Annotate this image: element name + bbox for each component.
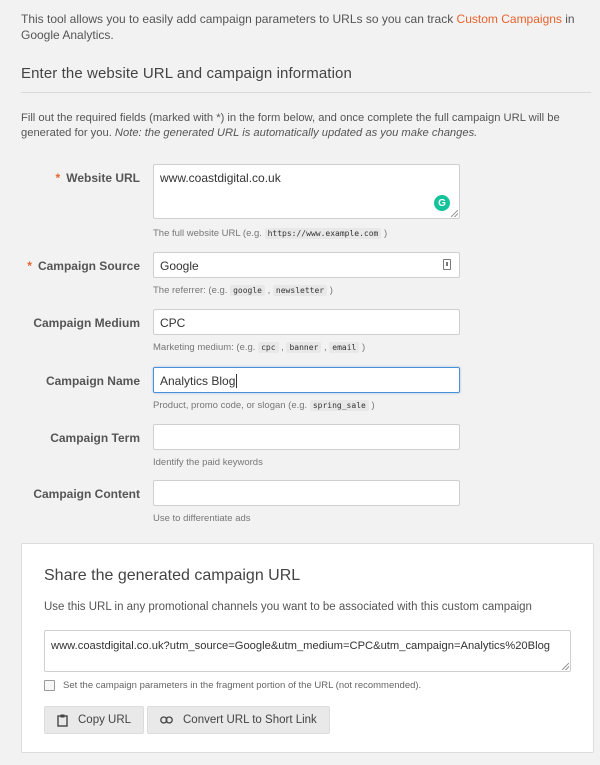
instructions-text: Fill out the required fields (marked with *) in the form below, and once complete the full campaign URL will be generated for you. [21, 112, 560, 139]
help-separator: , [278, 342, 287, 353]
campaign-medium-input[interactable] [153, 309, 460, 335]
intro-text-before: This tool allows you to easily add campaign parameters to URLs so you can track [21, 12, 457, 26]
custom-campaigns-link[interactable]: Custom Campaigns [456, 12, 562, 26]
fragment-checkbox-label[interactable]: Set the campaign parameters in the fragment portion of the URL (not recommended). [63, 680, 422, 691]
intro-text [21, 11, 591, 43]
website-url-help-text: The full website URL (e.g. [153, 228, 265, 239]
resize-handle-icon[interactable] [562, 663, 569, 670]
website-url-help-end: ) [381, 228, 388, 239]
campaign-name-help-example: spring_sale [310, 400, 369, 411]
campaign-name-help-text: Product, promo code, or slogan (e.g. [153, 400, 310, 411]
campaign-term-label: Campaign Term [50, 431, 140, 445]
campaign-name-value: Analytics Blog [160, 374, 236, 388]
short-link-button[interactable] [147, 706, 330, 734]
short-link-label: Convert URL to Short Link [183, 714, 317, 726]
campaign-source-help-text: The referrer: (e.g. [153, 285, 231, 296]
campaign-medium-label: Campaign Medium [33, 316, 140, 330]
share-url-panel [21, 543, 594, 753]
campaign-source-help-example: newsletter [273, 285, 327, 296]
copy-url-label: Copy URL [78, 714, 132, 726]
campaign-source-help-example: google [230, 285, 265, 296]
campaign-medium-value: CPC [160, 316, 186, 330]
grammarly-glyph: G [438, 197, 446, 209]
generated-url-value: www.coastdigital.co.uk?utm_source=Google&utm_medium=CPC&utm_campaign=Analytics%20Blog [51, 640, 551, 652]
campaign-medium-help [153, 342, 365, 353]
intro-text-after: in Google Analytics. [21, 12, 575, 42]
campaign-name-help-end: ) [368, 400, 375, 411]
campaign-source-help-end: ) [327, 285, 333, 296]
resize-handle-icon[interactable] [451, 210, 458, 217]
website-url-label [0, 171, 140, 185]
generated-url-textarea[interactable] [44, 630, 571, 672]
campaign-medium-help-example: email [329, 342, 359, 353]
campaign-source-label [0, 259, 140, 273]
section-divider [21, 92, 591, 93]
website-url-help-example: https://www.example.com [265, 228, 382, 239]
fragment-option [44, 680, 421, 691]
clipboard-icon [57, 714, 68, 727]
website-url-label-text: Website URL [66, 171, 140, 185]
campaign-medium-help-text: Marketing medium: (e.g. [153, 342, 259, 353]
campaign-name-label: Campaign Name [45, 374, 140, 388]
campaign-source-value: Google [160, 259, 199, 273]
grammarly-icon[interactable] [434, 195, 450, 211]
campaign-content-label: Campaign Content [33, 487, 140, 501]
required-asterisk: * [27, 259, 32, 273]
section-title: Enter the website URL and campaign information [21, 65, 352, 82]
campaign-medium-help-example: cpc [258, 342, 278, 353]
form-instructions [21, 111, 596, 141]
copy-url-button[interactable] [44, 706, 144, 734]
campaign-medium-help-end: ) [359, 342, 366, 353]
share-description: Use this URL in any promotional channels you want to be associated with this custom campaign [44, 601, 532, 613]
share-title: Share the generated campaign URL [44, 567, 301, 584]
campaign-term-help: Identify the paid keywords [153, 457, 263, 468]
autofill-icon[interactable] [443, 259, 451, 270]
campaign-content-help: Use to differentiate ads [153, 513, 251, 524]
campaign-source-input[interactable] [153, 252, 460, 278]
campaign-content-input[interactable] [153, 480, 460, 506]
campaign-name-help [153, 400, 375, 411]
link-icon [160, 716, 173, 724]
website-url-help [153, 228, 387, 239]
website-url-value: www.coastdigital.co.uk [160, 171, 281, 185]
campaign-source-label-text: Campaign Source [37, 259, 140, 273]
campaign-source-help [153, 285, 333, 296]
help-separator: , [265, 285, 273, 296]
fragment-checkbox[interactable] [44, 680, 55, 691]
campaign-term-input[interactable] [153, 424, 460, 450]
campaign-medium-help-example: banner [286, 342, 321, 353]
text-cursor [236, 374, 237, 388]
help-separator: , [321, 342, 330, 353]
instructions-note: Note: the generated URL is automatically updated as you make changes. [114, 127, 478, 139]
campaign-name-input[interactable] [153, 367, 460, 393]
website-url-input[interactable] [153, 164, 460, 219]
required-asterisk: * [55, 171, 61, 185]
